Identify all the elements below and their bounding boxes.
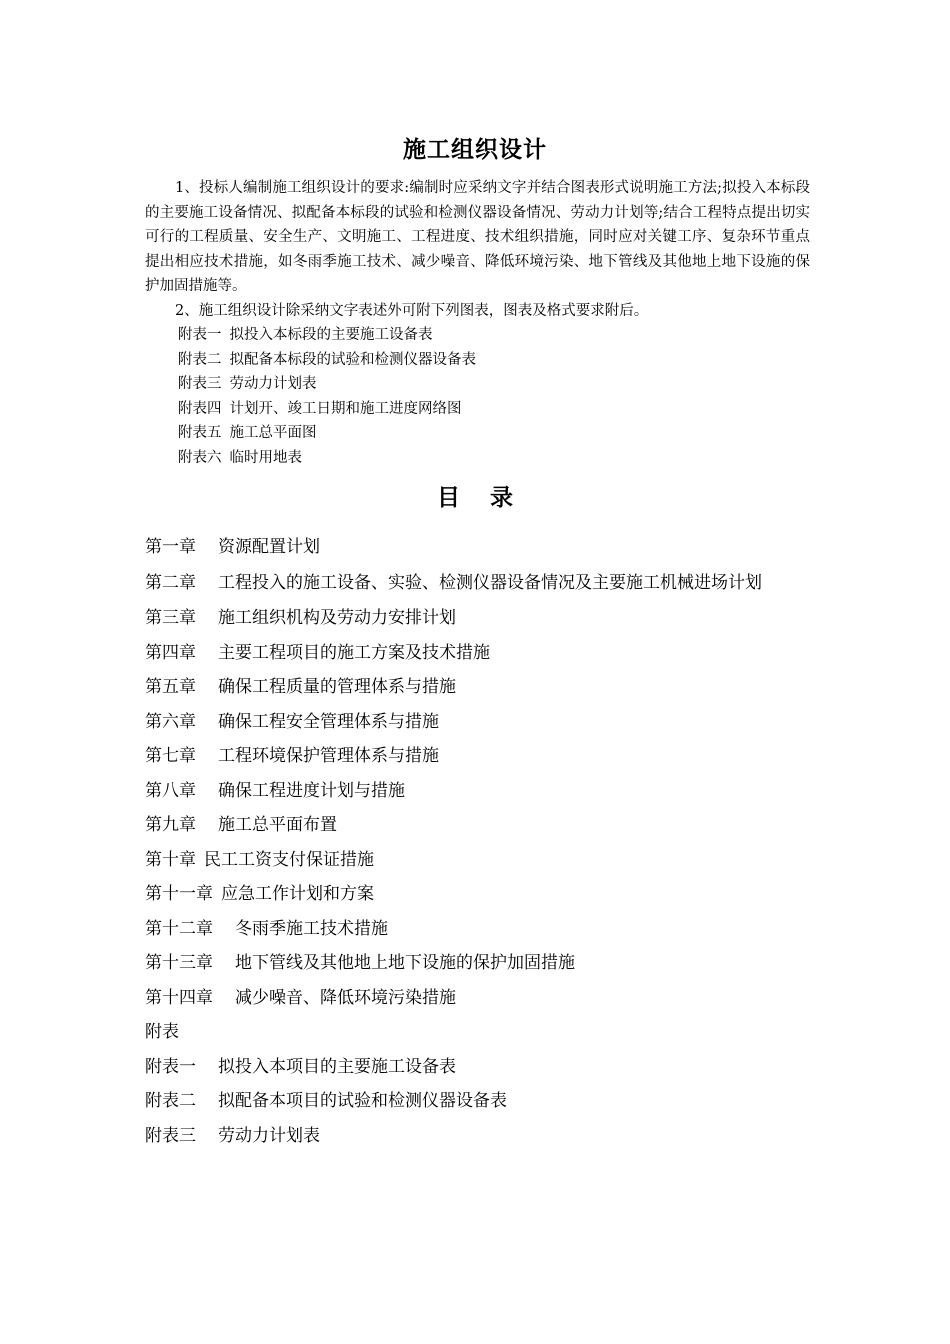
attachment-text: 施工总平面图	[229, 425, 317, 441]
attachment-item	[145, 348, 810, 373]
attachment-label: 附表三	[178, 376, 222, 392]
toc-entry-label: 第十三章	[145, 953, 213, 973]
toc-entry-label: 第十一章	[145, 884, 213, 904]
toc-entry[interactable]	[145, 808, 815, 843]
toc-entry[interactable]	[145, 981, 815, 1016]
toc-entry[interactable]	[145, 912, 815, 947]
toc-entry-text: 拟配备本项目的试验和检测仪器设备表	[218, 1091, 507, 1111]
toc-entry-label: 第十二章	[145, 918, 213, 939]
toc-entry-label: 第九章	[145, 815, 196, 835]
toc-entry[interactable]	[145, 530, 815, 565]
toc-title-second: 录	[490, 484, 513, 511]
toc-entry[interactable]	[145, 774, 815, 809]
attachment-label: 附表六	[178, 449, 222, 466]
toc-entry-label: 附表三	[145, 1125, 196, 1146]
toc-entry[interactable]	[145, 636, 815, 671]
attachment-list	[145, 323, 810, 470]
toc-entry-label: 第十章	[145, 849, 196, 870]
attachment-item	[145, 372, 810, 397]
attachment-text: 拟投入本标段的主要施工设备表	[229, 327, 433, 343]
attachment-label: 附表一	[178, 327, 222, 343]
attachment-text: 临时用地表	[229, 449, 302, 466]
toc-entry[interactable]	[145, 739, 815, 774]
toc-entry[interactable]	[145, 1015, 815, 1050]
toc-entry[interactable]	[145, 1084, 815, 1119]
toc-entry-label: 第四章	[145, 642, 196, 663]
toc-entry[interactable]	[145, 1050, 815, 1085]
attachment-item	[145, 446, 810, 471]
table-of-contents	[145, 530, 815, 1153]
toc-entry[interactable]	[145, 1119, 815, 1154]
toc-entry-text: 民工工资支付保证措施	[204, 849, 374, 870]
attachment-label: 附表二	[178, 351, 222, 368]
toc-entry-label: 第十四章	[145, 987, 213, 1008]
toc-entry-label: 第一章	[145, 537, 196, 557]
toc-entry[interactable]	[145, 843, 815, 878]
toc-entry-text: 资源配置计划	[218, 537, 320, 557]
document-title: 施工组织设计	[403, 136, 547, 163]
toc-entry-label: 第五章	[145, 677, 196, 697]
toc-entry-label: 第八章	[145, 780, 196, 801]
toc-entry-text: 确保工程进度计划与措施	[218, 780, 405, 801]
toc-entry[interactable]	[145, 670, 815, 705]
attachment-item	[145, 397, 810, 422]
requirement-paragraph-2: 2、施工组织设计除采纳文字表述外可附下列图表，图表及格式要求附后。	[175, 302, 649, 319]
attachment-text: 计划开、竣工日期和施工进度网络图	[229, 400, 462, 417]
attachment-text: 拟配备本标段的试验和检测仪器设备表	[229, 351, 476, 368]
toc-title-first: 目	[437, 484, 460, 511]
attachment-item	[145, 323, 810, 348]
toc-entry-text: 工程投入的施工设备、实验、检测仪器设备情况及主要施工机械进场计划	[218, 573, 762, 593]
attachment-label: 附表五	[178, 425, 222, 441]
toc-entry-label: 第三章	[145, 608, 196, 628]
toc-entry-text: 冬雨季施工技术措施	[235, 918, 388, 939]
toc-entry[interactable]	[145, 877, 815, 912]
toc-entry-label: 附表一	[145, 1056, 196, 1077]
requirement-paragraph-1: 1、投标人编制施工组织设计的要求:编制时应采纳文字并结合图表形式说明施工方法;拟投入本标段的主要施工设备情况、拟配备本标段的试验和检测仪器设备情况、劳动力计划等;结合工程特点提出切实可行的工程质量、安全生产、文明施工、工程进度、技术组织措施，同时应对关键工序、复杂环节重点提出相应技术措施，如冬雨季施工技术、减少噪音、降低环境污染、地下管线及其他地上地下设施的保护加固措施等。	[145, 180, 810, 294]
toc-entry[interactable]	[145, 705, 815, 740]
toc-entry-text: 工程环境保护管理体系与措施	[218, 746, 439, 766]
toc-entry-text: 劳动力计划表	[218, 1125, 320, 1146]
toc-entry-text: 主要工程项目的施工方案及技术措施	[218, 642, 490, 663]
toc-entry-label: 第七章	[145, 746, 196, 766]
toc-entry-label: 附表二	[145, 1091, 196, 1111]
attachment-label: 附表四	[178, 400, 222, 417]
toc-entry[interactable]	[145, 601, 815, 636]
attachment-text: 劳动力计划表	[229, 376, 317, 392]
toc-entry-text: 应急工作计划和方案	[221, 884, 374, 904]
toc-entry-text: 施工总平面布置	[218, 815, 337, 835]
toc-entry-text: 地下管线及其他地上地下设施的保护加固措施	[235, 953, 575, 973]
toc-entry-text: 施工组织机构及劳动力安排计划	[218, 608, 456, 628]
requirements-section	[145, 176, 810, 470]
attachment-item	[145, 421, 810, 446]
toc-entry-text: 拟投入本项目的主要施工设备表	[218, 1056, 456, 1077]
toc-entry-text: 确保工程质量的管理体系与措施	[218, 677, 456, 697]
toc-entry-text: 减少噪音、降低环境污染措施	[235, 987, 456, 1008]
toc-entry[interactable]	[145, 946, 815, 981]
toc-entry-label: 第二章	[145, 573, 196, 593]
toc-entry[interactable]	[145, 565, 815, 601]
toc-entry-label: 附表	[145, 1022, 179, 1042]
toc-entry-text: 确保工程安全管理体系与措施	[218, 711, 439, 732]
toc-entry-label: 第六章	[145, 711, 196, 732]
toc-title	[0, 481, 950, 515]
